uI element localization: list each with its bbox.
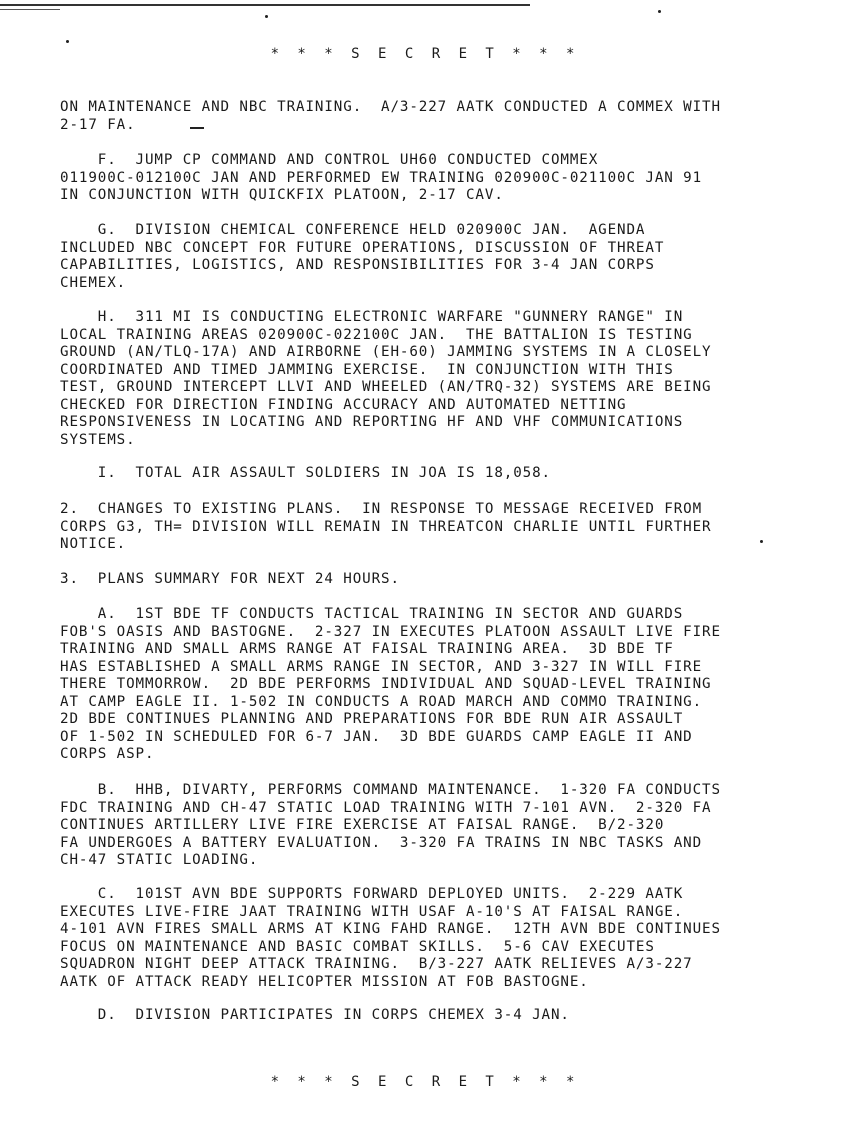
paragraph-h-line: CHECKED FOR DIRECTION FINDING ACCURACY AND AUTOMATED NETTING <box>60 396 627 413</box>
paragraph-two-line: 2. CHANGES TO EXISTING PLANS. IN RESPONSE TO MESSAGE RECEIVED FROM <box>60 501 703 517</box>
paragraph-two-line: NOTICE. <box>60 536 127 552</box>
paragraph-h-line: LOCAL TRAINING AREAS 020900C-022100C JAN. THE BATTALION IS TESTING <box>60 326 693 343</box>
scan-artifact-line <box>0 4 530 6</box>
paragraph-h-line: H. 311 MI IS CONDUCTING ELECTRONIC WARFARE "GUNNERY RANGE" IN <box>60 309 684 325</box>
paragraph-three-line: 3. PLANS SUMMARY FOR NEXT 24 HOURS. <box>60 571 400 587</box>
paragraph-c-line: 4-101 AVN FIRES SMALL ARMS AT KING FAHD RANGE. 12TH AVN BDE CONTINUES <box>60 921 721 937</box>
paragraph-a-line: THERE TOMMORROW. 2D BDE PERFORMS INDIVIDUAL AND SQUAD-LEVEL TRAINING <box>60 676 712 692</box>
header-classification: * * * S E C R E T * * * <box>270 46 580 62</box>
paragraph-g-line: CHEMEX. <box>60 274 127 291</box>
paragraph-a-line: CORPS ASP. <box>60 746 155 762</box>
paragraph-d-line: D. DIVISION PARTICIPATES IN CORPS CHEMEX 3-4 JAN. <box>60 1007 570 1023</box>
paragraph-a-line: FOB'S OASIS AND BASTOGNE. 2-327 IN EXECUTES PLATOON ASSAULT LIVE FIRE <box>60 623 721 640</box>
paragraph-a-line: OF 1-502 IN SCHEDULED FOR 6-7 JAN. 3D BDE GUARDS CAMP EAGLE II AND <box>60 728 693 745</box>
scan-speck <box>760 540 763 543</box>
paragraph-h-line: SYSTEMS. <box>60 431 136 448</box>
paragraph-h-line: RESPONSIVENESS IN LOCATING AND REPORTING HF AND VHF COMMUNICATIONS <box>60 414 684 430</box>
scan-speck <box>265 15 268 18</box>
paragraph-h-line: GROUND (AN/TLQ-17A) AND AIRBORNE (EH-60) JAMMING SYSTEMS IN A CLOSELY <box>60 344 712 360</box>
paragraph-h-line: COORDINATED AND TIMED JAMMING EXERCISE. IN CONJUNCTION WITH THIS <box>60 361 674 378</box>
paragraph-c-line: FOCUS ON MAINTENANCE AND BASIC COMBAT SKILLS. 5-6 CAV EXECUTES <box>60 938 655 955</box>
paragraph-g-line: INCLUDED NBC CONCEPT FOR FUTURE OPERATIONS, DISCUSSION OF THREAT <box>60 239 665 256</box>
scan-speck <box>66 40 69 43</box>
paragraph-a-line: TRAINING AND SMALL ARMS RANGE AT FAISAL TRAINING AREA. 3D BDE TF <box>60 641 674 657</box>
paragraph-g-line: G. DIVISION CHEMICAL CONFERENCE HELD 020900C JAN. AGENDA <box>60 222 646 238</box>
paragraph-b-line: CONTINUES ARTILLERY LIVE FIRE EXERCISE AT FAISAL RANGE. B/2-320 <box>60 817 665 833</box>
paragraph-c-line: SQUADRON NIGHT DEEP ATTACK TRAINING. B/3-227 AATK RELIEVES A/3-227 <box>60 956 693 972</box>
paragraph-b-line: FDC TRAINING AND CH-47 STATIC LOAD TRAINING WITH 7-101 AVN. 2-320 FA <box>60 799 712 816</box>
scan-speck <box>658 10 661 13</box>
paragraph-b-line: B. HHB, DIVARTY, PERFORMS COMMAND MAINTENANCE. 1-320 FA CONDUCTS <box>60 782 721 798</box>
paragraph-i-line: I. TOTAL AIR ASSAULT SOLDIERS IN JOA IS 18,058. <box>60 465 551 481</box>
paragraph-a-line: 2D BDE CONTINUES PLANNING AND PREPARATIONS FOR BDE RUN AIR ASSAULT <box>60 711 684 727</box>
paragraph-a-line: A. 1ST BDE TF CONDUCTS TACTICAL TRAINING IN SECTOR AND GUARDS <box>60 606 684 622</box>
footer-classification: * * * S E C R E T * * * <box>270 1074 580 1090</box>
paragraph-a-line: HAS ESTABLISHED A SMALL ARMS RANGE IN SECTOR, AND 3-327 IN WILL FIRE <box>60 658 703 675</box>
paragraph-c-line: C. 101ST AVN BDE SUPPORTS FORWARD DEPLOYED UNITS. 2-229 AATK <box>60 886 684 902</box>
paragraph-g-line: CAPABILITIES, LOGISTICS, AND RESPONSIBILITIES FOR 3-4 JAN CORPS <box>60 257 655 273</box>
scan-artifact-line <box>0 9 60 10</box>
paragraph-continuation-line: ON MAINTENANCE AND NBC TRAINING. A/3-227 AATK CONDUCTED A COMMEX WITH <box>60 99 721 115</box>
paragraph-f-line: F. JUMP CP COMMAND AND CONTROL UH60 CONDUCTED COMMEX <box>60 152 599 168</box>
paragraph-continuation-line: 2-17 FA. <box>60 116 136 133</box>
paragraph-two-line: CORPS G3, TH= DIVISION WILL REMAIN IN THREATCON CHARLIE UNTIL FURTHER <box>60 518 712 535</box>
paragraph-c-line: AATK OF ATTACK READY HELICOPTER MISSION AT FOB BASTOGNE. <box>60 973 589 990</box>
paragraph-b-line: FA UNDERGOES A BATTERY EVALUATION. 3-320 FA TRAINS IN NBC TASKS AND <box>60 834 703 851</box>
paragraph-h-line: TEST, GROUND INTERCEPT LLVI AND WHEELED (AN/TRQ-32) SYSTEMS ARE BEING <box>60 379 712 395</box>
scan-speck <box>190 127 204 129</box>
paragraph-a-line: AT CAMP EAGLE II. 1-502 IN CONDUCTS A ROAD MARCH AND COMMO TRAINING. <box>60 693 703 710</box>
paragraph-b-line: CH-47 STATIC LOADING. <box>60 852 259 868</box>
paragraph-f-line: 011900C-012100C JAN AND PERFORMED EW TRAINING 020900C-021100C JAN 91 <box>60 169 703 186</box>
paragraph-f-line: IN CONJUNCTION WITH QUICKFIX PLATOON, 2-17 CAV. <box>60 187 504 203</box>
paragraph-c-line: EXECUTES LIVE-FIRE JAAT TRAINING WITH USAF A-10'S AT FAISAL RANGE. <box>60 903 684 920</box>
